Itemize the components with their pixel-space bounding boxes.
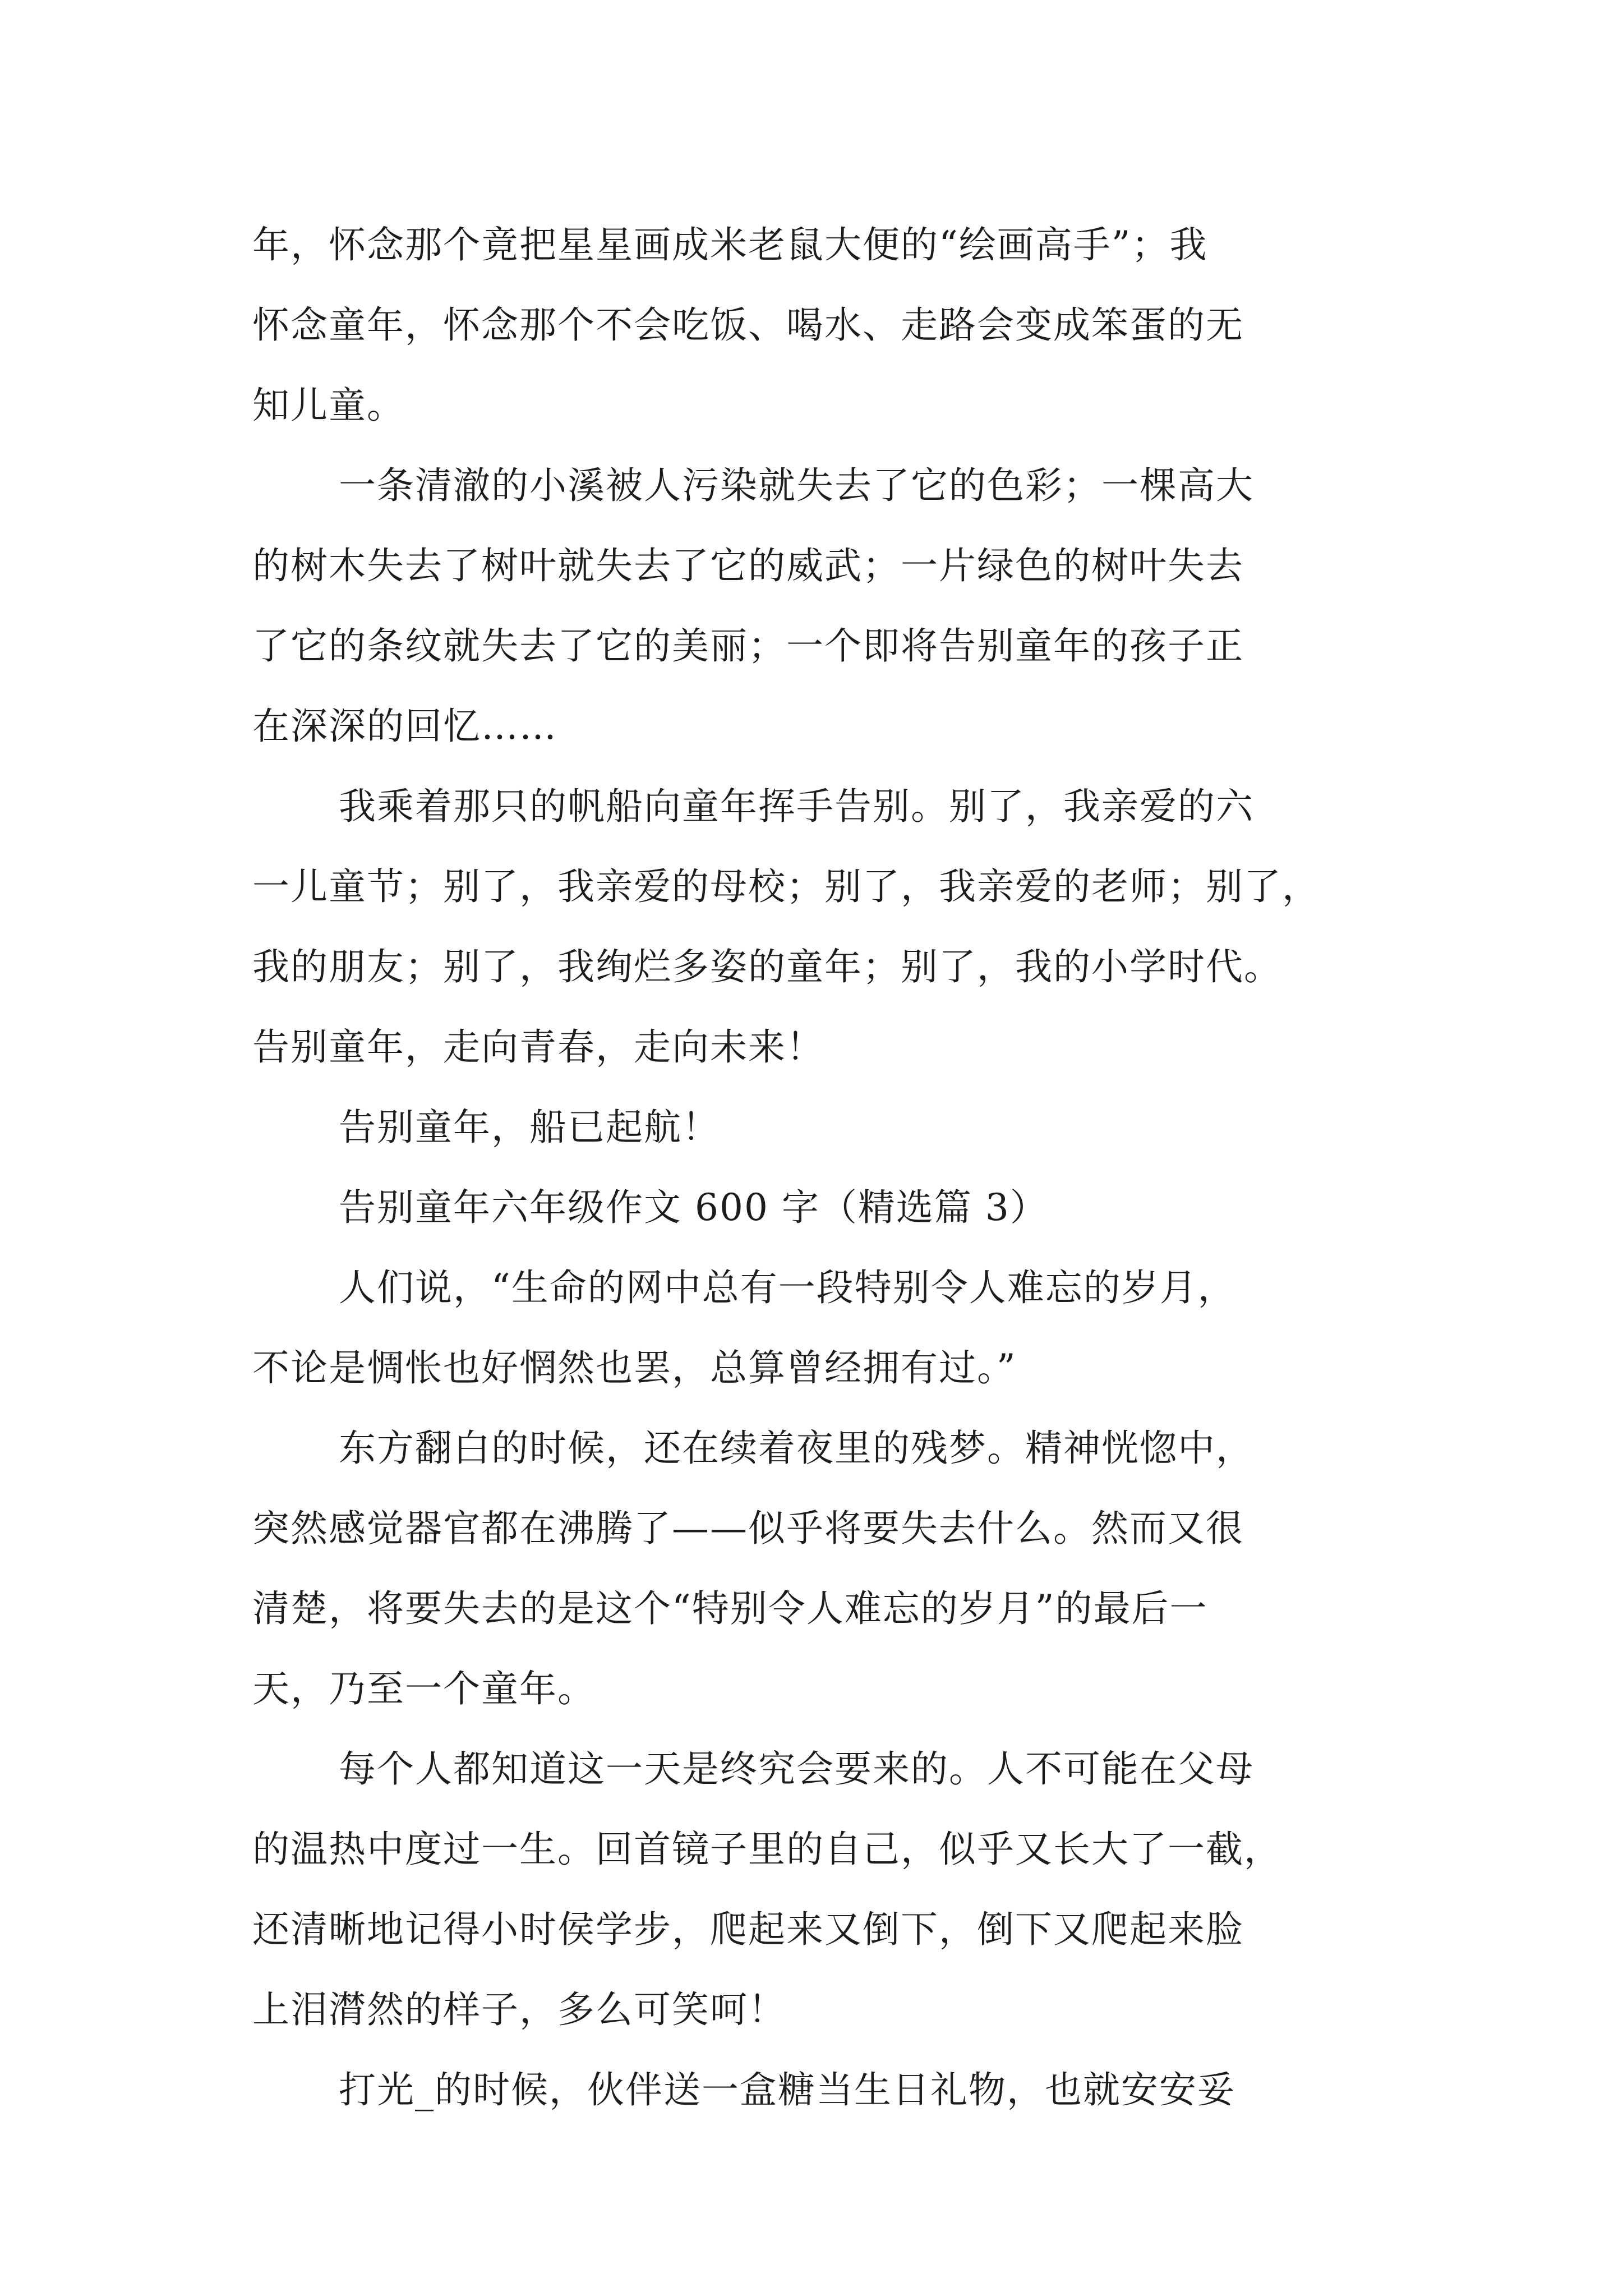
text-line: 了它的条纹就失去了它的美丽；一个即将告别童年的孩子正 [252,624,1244,668]
text-line: 在深深的回忆…… [252,705,557,748]
text-line: 突然感觉器官都在沸腾了——似乎将要失去什么。然而又很 [252,1507,1244,1550]
text-line: 清楚，将要失去的是这个“特别令人难忘的岁月”的最后一 [252,1587,1208,1630]
paragraph-4 [252,1087,1396,1167]
text-line: 一条清澈的小溪被人污染就失去了它的色彩；一棵高大 [339,464,1254,507]
heading-line: 告别童年六年级作文 600 字（精选篇 3） [339,1186,1048,1229]
text-line: 上泪潸然的样子，多么可笑呵！ [252,1988,786,2031]
text-line: 我乘着那只的帆船向童年挥手告别。别了，我亲爱的六 [339,785,1254,828]
paragraph-6 [252,1248,1396,1408]
text-line: 还清晰地记得小时侯学步，爬起来又倒下，倒下又爬起来脸 [252,1908,1244,1951]
text-line: 不论是惆怅也好惘然也罢，总算曾经拥有过。” [252,1346,1017,1389]
text-line: 我的朋友；别了，我绚烂多姿的童年；别了，我的小学时代。 [252,945,1282,988]
paragraph-1 [252,205,1396,445]
text-line: 东方翻白的时候，还在续着夜里的残梦。精神恍惚中， [339,1427,1254,1470]
text-line: 每个人都知道这一天是终究会要来的。人不可能在父母 [339,1747,1254,1791]
text-line: 告别童年，走向青春，走向未来！ [252,1025,824,1069]
paragraph-3 [252,766,1396,1087]
text-line: 人们说，“生命的网中总有一段特别令人难忘的岁月， [339,1266,1236,1309]
text-line: 年，怀念那个竟把星星画成米老鼠大便的“绘画高手”；我 [252,223,1208,266]
paragraph-2 [252,445,1396,766]
text-line: 打光_的时候，伙伴送一盒糖当生日礼物，也就安安妥 [339,2068,1235,2111]
text-line: 天，乃至一个童年。 [252,1667,596,1710]
text-line: 的树木失去了树叶就失去了它的威武；一片绿色的树叶失去 [252,544,1244,587]
paragraph-8 [252,1729,1396,2050]
text-line: 怀念童年，怀念那个不会吃饭、喝水、走路会变成笨蛋的无 [252,303,1244,347]
document-body [252,205,1396,2130]
paragraph-7 [252,1408,1396,1729]
text-line: 一儿童节；别了，我亲爱的母校；别了，我亲爱的老师；别了， [252,865,1320,908]
section-heading [252,1167,1396,1248]
paragraph-9 [252,2050,1396,2130]
text-line: 知儿童。 [252,384,405,427]
text-line: 告别童年，船已起航！ [339,1106,720,1149]
text-line: 的温热中度过一生。回首镜子里的自己，似乎又长大了一截， [252,1828,1282,1871]
